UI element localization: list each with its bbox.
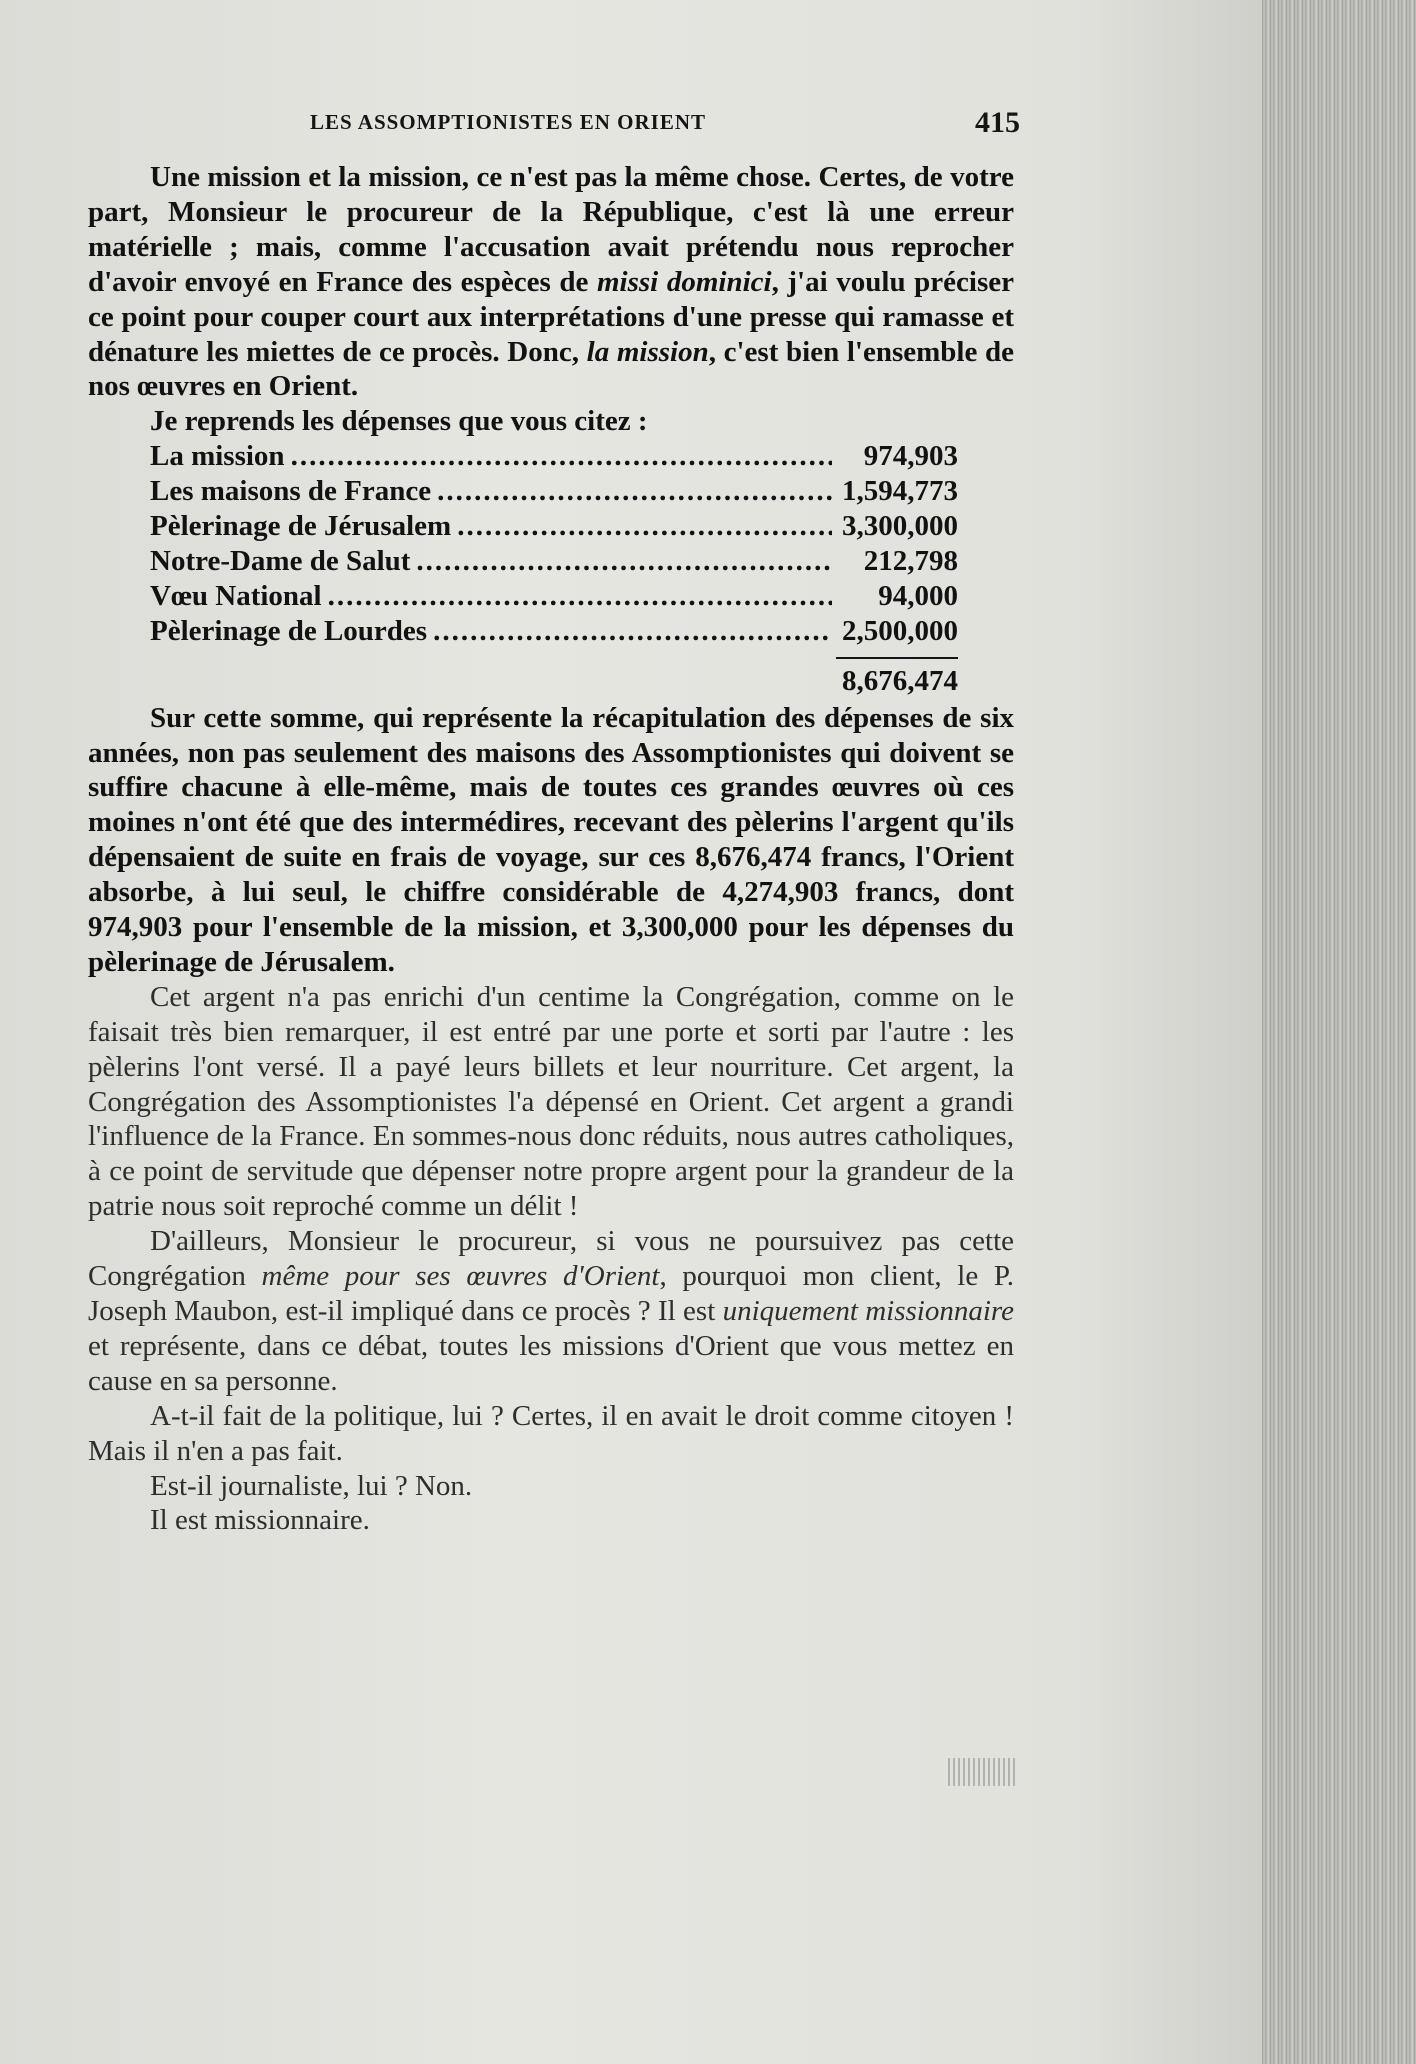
running-head <box>150 106 1020 146</box>
expense-value: 212,798 <box>863 544 958 577</box>
paragraph-1-part-e: , c'est bien l'ensemble de nos œuvres en Orient. <box>88 335 1014 403</box>
expense-label: Vœu National <box>150 579 322 612</box>
expense-value: 94,000 <box>878 579 958 612</box>
expense-row <box>150 474 958 509</box>
leader-dots <box>437 474 832 509</box>
page-edge-stack <box>1262 0 1416 2064</box>
expense-row <box>150 439 958 474</box>
paragraph-1-italic-missi-dominici: missi dominici <box>597 265 772 298</box>
paragraph-1 <box>88 160 1014 404</box>
leader-dots <box>291 439 832 474</box>
page-number: 415 <box>975 106 1020 139</box>
expenses-total: 8,676,474 <box>842 664 958 697</box>
expenses-table <box>150 439 958 700</box>
leader-dots <box>457 509 832 544</box>
body-text <box>88 160 1014 1538</box>
expense-label: Pèlerinage de Lourdes <box>150 614 428 647</box>
expense-value: 974,903 <box>863 440 958 473</box>
leader-dots <box>328 579 832 614</box>
paragraph-1-italic-la-mission: la mission <box>586 335 709 368</box>
expense-value: 2,500,000 <box>842 614 958 647</box>
expense-label: La mission <box>150 440 285 473</box>
paragraph-4-italic-missionnaire: uniquement missionnaire <box>722 1295 1014 1327</box>
expense-row <box>150 614 958 649</box>
running-title: LES ASSOMPTIONISTES EN ORIENT <box>310 110 707 134</box>
expense-label: Notre-Dame de Salut <box>150 544 411 577</box>
paragraph-4-part-e: et représente, dans ce débat, toutes les missions d'Orient que vous mettez en cause en sa personne. <box>88 1329 1014 1397</box>
leader-dots <box>433 614 832 649</box>
paragraph-4-part-a: D'ailleurs, Monsieur le procureur, si vous ne poursuivez pas cette Congrégation <box>88 1225 1014 1293</box>
paragraph-4-part-c: , pourquoi mon client, le P. Joseph Maubon, est-il impliqué dans ce procès ? Il est <box>88 1260 1015 1327</box>
expense-value: 1,594,773 <box>842 475 958 508</box>
expense-row <box>150 509 958 544</box>
paragraph-4-italic-oeuvres: même pour ses œuvres d'Orient <box>261 1260 660 1293</box>
expense-label: Pèlerinage de Jérusalem <box>150 510 452 543</box>
expense-row <box>150 544 958 579</box>
expenses-lead: Je reprends les dépenses que vous citez : <box>150 405 648 438</box>
paragraph-3: Cet argent n'a pas enrichi d'un centime la Congrégation, comme on le faisait très bien remarquer, il est entré par une porte et sorti par l'autre : les pèlerins l'ont versé. Il a payé leurs billets et leur nourriture. Cet argent, la Congrégation des Assomptionistes l'a dépensé en Orient. Cet argent a grandi l'influence de la France. En sommes-nous donc réduits, nous autres catholiques, à ce point de servitude que dépenser notre propre argent pour la grandeur de la patrie nous soit reproché comme un délit ! <box>88 980 1014 1223</box>
paragraph-7: Il est missionnaire. <box>150 1504 370 1537</box>
paragraph-2: Sur cette somme, qui représente la récapitulation des dépenses de six années, non pas seulement des maisons des Assomptionistes qui doivent se suffire chacune à elle-même, mais de toutes ces grandes œuvres où ces moines n'ont été que des intermédires, recevant des pèlerins l'argent qu'ils dépensaient de suite en frais de voyage, sur ces 8,676,474 francs, l'Orient absorbe, à lui seul, le chiffre considérable de 4,274,903 francs, dont 974,903 pour l'ensemble de la mission, et 3,300,000 pour les dépenses du pèlerinage de Jérusalem. <box>88 701 1014 978</box>
expense-value: 3,300,000 <box>842 510 958 543</box>
paragraph-1-part-a: Une mission et la mission, ce n'est pas la même chose. Certes, de votre part, Monsieur le procureur de la République, c'est là une erreur matérielle ; mais, comme l'accusation avait prétendu nous reprocher d'avoir envoyé en France des espèces de <box>88 161 1014 298</box>
paragraph-4 <box>88 1224 1014 1399</box>
paragraph-5: A-t-il fait de la politique, lui ? Certes, il en avait le droit comme citoyen ! Mais il n'en a pas fait. <box>88 1399 1014 1467</box>
paragraph-6: Est-il journaliste, lui ? Non. <box>150 1469 473 1502</box>
expense-label: Les maisons de France <box>150 475 432 508</box>
leader-dots <box>416 544 832 579</box>
paragraph-1-part-c: , j'ai voulu préciser ce point pour couper court aux interprétations d'une presse qui ramasse et dénature les miettes de ce procès. Donc, <box>88 265 1014 368</box>
expense-row <box>150 579 958 614</box>
library-stamp <box>948 1758 1018 1786</box>
